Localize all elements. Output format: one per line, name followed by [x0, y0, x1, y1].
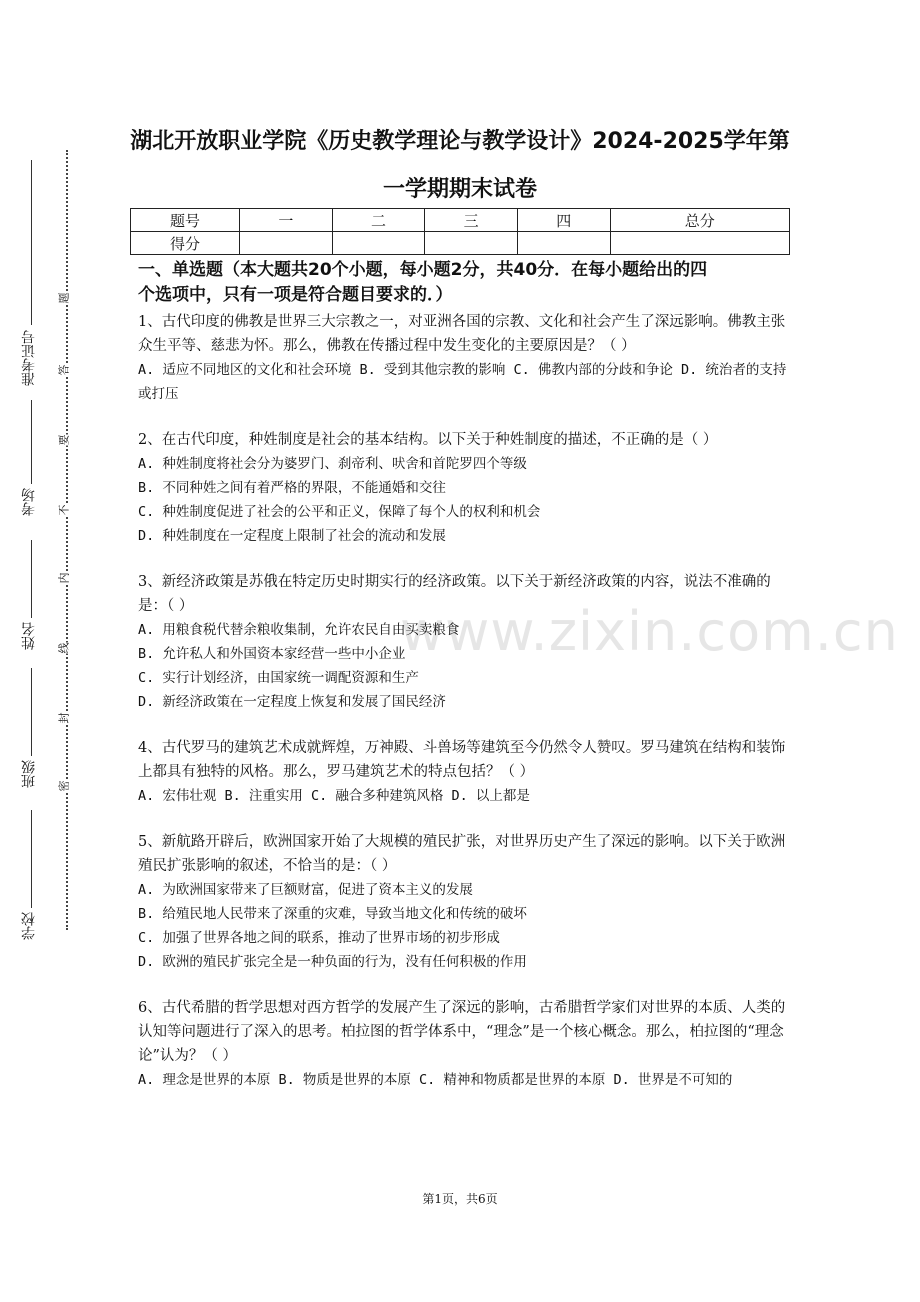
score-table-score-row	[131, 232, 790, 255]
exam-room-line	[31, 400, 32, 484]
score-table	[130, 208, 790, 255]
option-c: C. 实行计划经济，由国家统一调配资源和生产	[138, 670, 419, 686]
option-d: D. 新经济政策在一定程度上恢复和发展了国民经济	[138, 694, 446, 710]
seal-char: 题	[54, 293, 74, 304]
seal-dotted-line	[66, 150, 68, 930]
question-5	[138, 830, 788, 974]
seal-char: 封	[54, 713, 74, 724]
option-c: C. 加强了世界各地之间的联系，推动了世界市场的初步形成	[138, 930, 500, 946]
question-3	[138, 570, 788, 714]
option-b: B. 不同种姓之间有着严格的界限，不能通婚和交往	[138, 480, 446, 496]
option-d: D. 种姓制度在一定程度上限制了社会的流动和发展	[138, 528, 446, 544]
seal-char: 内	[54, 573, 74, 584]
seal-char: 答	[54, 365, 74, 376]
option-b: B. 给殖民地人民带来了深重的灾难，导致当地文化和传统的破坏	[138, 906, 527, 922]
question-stem: 3、新经济政策是苏俄在特定历史时期实行的经济政策。以下关于新经济政策的内容，说法不准确的是：（ ）	[138, 574, 771, 614]
score-header-cell: 三	[425, 209, 518, 232]
seal-char: 密	[54, 781, 74, 792]
score-cell[interactable]	[517, 232, 610, 255]
exam-room-label: 考场	[21, 488, 37, 516]
score-header-cell: 总分	[610, 209, 789, 232]
question-6	[138, 996, 788, 1092]
option-a: A. 种姓制度将社会分为婆罗门、刹帝利、吠舍和首陀罗四个等级	[138, 456, 527, 472]
question-stem: 6、古代希腊的哲学思想对西方哲学的发展产生了深远的影响，古希腊哲学家们对世界的本质、人类的认知等问题进行了深入的思考。柏拉图的哲学体系中，“理念”是一个核心概念。那么，柏拉图的“理念论”认为？（ ）	[138, 1000, 786, 1064]
question-options: A. 适应不同地区的文化和社会环境 B. 受到其他宗教的影响 C. 佛教内部的分歧和争论 D. 统治者的支持或打压	[138, 362, 787, 402]
section-heading-line: 一、单选题（本大题共20个小题，每小题2分，共40分．在每小题给出的四	[138, 260, 708, 280]
option-a: A. 用粮食税代替余粮收集制，允许农民自由买卖粮食	[138, 622, 460, 638]
score-cell[interactable]	[610, 232, 789, 255]
section-heading-line: 个选项中，只有一项是符合题目要求的．）	[138, 285, 453, 305]
score-header-cell: 题号	[131, 209, 240, 232]
class-label: 班级	[21, 760, 37, 788]
score-header-cell: 一	[240, 209, 333, 232]
watermark: www.zixin.com.cn	[400, 600, 899, 663]
score-cell[interactable]	[425, 232, 518, 255]
score-row-label: 得分	[131, 232, 240, 255]
page-title-line-1: 湖北开放职业学院《历史教学理论与教学设计》2024-2025学年第	[130, 129, 790, 154]
exam-number-line	[31, 160, 32, 325]
school-label: 学校	[21, 912, 37, 940]
option-b: B. 允许私人和外国资本家经营一些中小企业	[138, 646, 406, 662]
score-cell[interactable]	[240, 232, 333, 255]
score-header-cell: 二	[332, 209, 425, 232]
question-2	[138, 428, 788, 548]
exam-number-label: 准考证号	[21, 330, 37, 386]
exam-content	[138, 258, 788, 1114]
score-cell[interactable]	[332, 232, 425, 255]
section-heading	[138, 258, 788, 308]
question-stem: 2、在古代印度，种姓制度是社会的基本结构。以下关于种姓制度的描述，不正确的是（ ）	[138, 432, 718, 448]
page-footer: 第1页，共6页	[422, 1192, 498, 1206]
question-4	[138, 736, 788, 808]
question-options: A. 理念是世界的本原 B. 物质是世界的本原 C. 精神和物质都是世界的本原 D. 世界是不可知的	[138, 1072, 733, 1088]
page-title-line-2: 一学期期末试卷	[382, 177, 537, 202]
name-label: 姓名	[21, 622, 37, 650]
option-d: D. 欧洲的殖民扩张完全是一种负面的行为，没有任何积极的作用	[138, 954, 527, 970]
question-options: A. 宏伟壮观 B. 注重实用 C. 融合多种建筑风格 D. 以上都是	[138, 788, 530, 804]
question-stem: 5、新航路开辟后，欧洲国家开始了大规模的殖民扩张，对世界历史产生了深远的影响。以下关于欧洲殖民扩张影响的叙述，不恰当的是：（ ）	[138, 834, 786, 874]
question-1	[138, 310, 788, 406]
school-line	[31, 810, 32, 908]
option-a: A. 为欧洲国家带来了巨额财富，促进了资本主义的发展	[138, 882, 473, 898]
option-c: C. 种姓制度促进了社会的公平和正义，保障了每个人的权利和机会	[138, 504, 541, 520]
score-table-header-row	[131, 209, 790, 232]
name-line	[31, 540, 32, 618]
class-line	[31, 668, 32, 756]
question-stem: 1、古代印度的佛教是世界三大宗教之一，对亚洲各国的宗教、文化和社会产生了深远影响。佛教主张众生平等、慈悲为怀。那么，佛教在传播过程中发生变化的主要原因是？（ ）	[138, 314, 786, 354]
seal-char: 线	[54, 643, 74, 654]
seal-char: 不	[54, 505, 74, 516]
question-stem: 4、古代罗马的建筑艺术成就辉煌，万神殿、斗兽场等建筑至今仍然令人赞叹。罗马建筑在结构和装饰上都具有独特的风格。那么，罗马建筑艺术的特点包括？（ ）	[138, 740, 786, 780]
seal-char: 要	[54, 435, 74, 446]
score-header-cell: 四	[517, 209, 610, 232]
binding-margin	[0, 0, 100, 1302]
